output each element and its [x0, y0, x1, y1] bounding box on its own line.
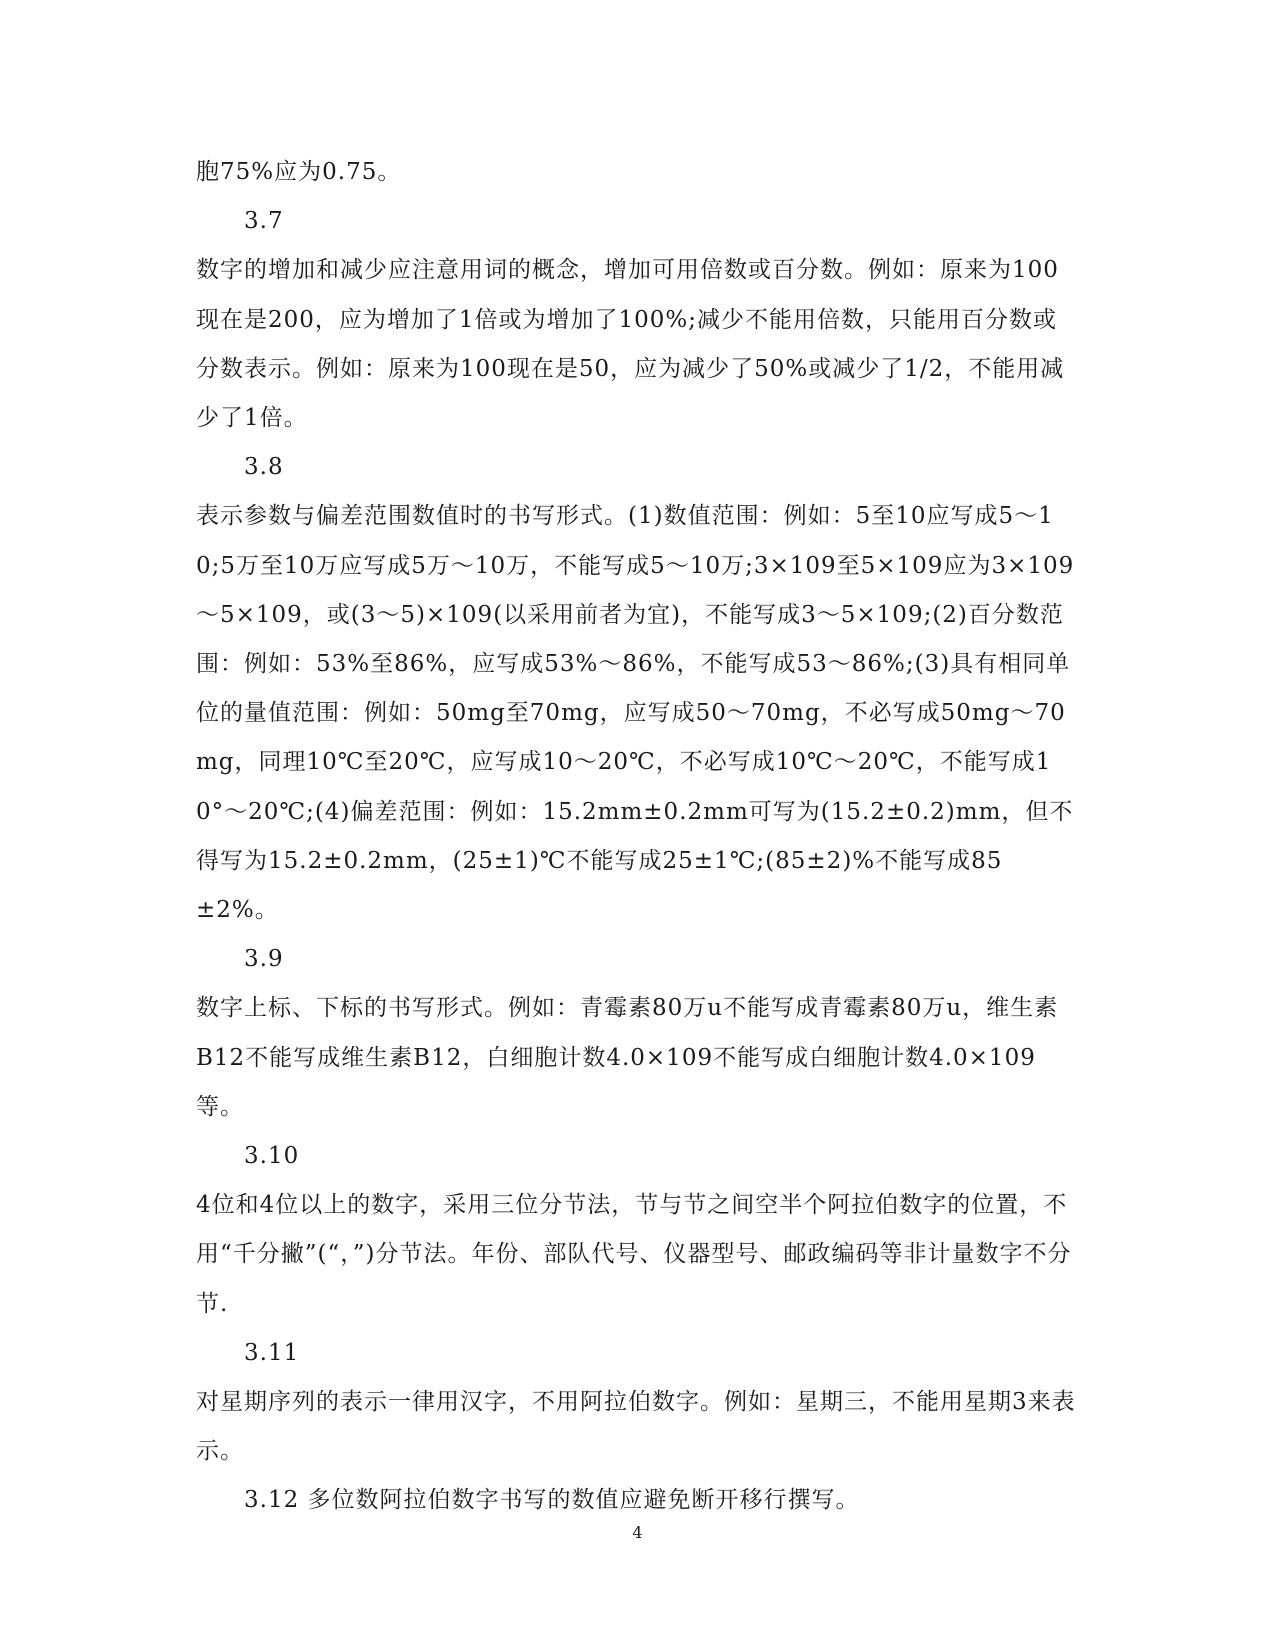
- section-heading: 3.9: [244, 946, 284, 973]
- section-heading: 3.7: [244, 208, 284, 235]
- section-heading: 3.12 多位数阿拉伯数字书写的数值应避免断开移行撰写。: [244, 1487, 860, 1514]
- paragraph: 数字的增加和减少应注意用词的概念，增加可用倍数或百分数。例如：原来为100现在是200，应为增加了1倍或为增加了100%;减少不能用倍数，只能用百分数或分数表示。例如：原来为100现在是50，应为减少了50%或减少了1/2，不能用减少了1倍。: [196, 257, 1065, 432]
- paragraph: 对星期序列的表示一律用汉字，不用阿拉伯数字。例如：星期三，不能用星期3来表示。: [196, 1389, 1076, 1465]
- document-body: [196, 148, 1076, 1526]
- section-heading: 3.11: [244, 1339, 300, 1366]
- page-number: 4: [632, 1523, 643, 1542]
- paragraph: 胞75%应为0.75。: [196, 159, 402, 185]
- paragraph: 4位和4位以上的数字，采用三位分节法，节与节之间空半个阿拉伯数字的位置，不用“千分撇”(“，”)分节法。年份、部队代号、仪器型号、邮政编码等非计量数字不分节.: [196, 1192, 1072, 1317]
- section-heading: 3.10: [244, 1143, 300, 1170]
- section-heading: 3.8: [244, 454, 284, 481]
- paragraph: 表示参数与偏差范围数值时的书写形式。(1)数值范围：例如：5至10应写成5～10;5万至10万应写成5万～10万，不能写成5～10万;3×109至5×109应为3×109～5×109，或(3～5)×109(以采用前者为宜)，不能写成3～5×109;(2)百分数范围：例如：53%至86%，应写成53%～86%，不能写成53～86%;(3)具有相同单位的量值范围：例如：50mg至70mg，应写成50～70mg，不必写成50mg～70mg，同理10℃至20℃，应写成10～20℃，不必写成10℃～20℃，不能写成10°～20℃;(4)偏差范围：例如：15.2mm±0.2mm可写为(15.2±0.2)mm，但不得写为15.2±0.2mm，(25±1)℃不能写成25±1℃;(85±2)%不能写成85±2%。: [196, 503, 1075, 924]
- paragraph: 数字上标、下标的书写形式。例如：青霉素80万u不能写成青霉素80万u，维生素B12不能写成维生素B12，白细胞计数4.0×109不能写成白细胞计数4.0×109等。: [196, 995, 1059, 1120]
